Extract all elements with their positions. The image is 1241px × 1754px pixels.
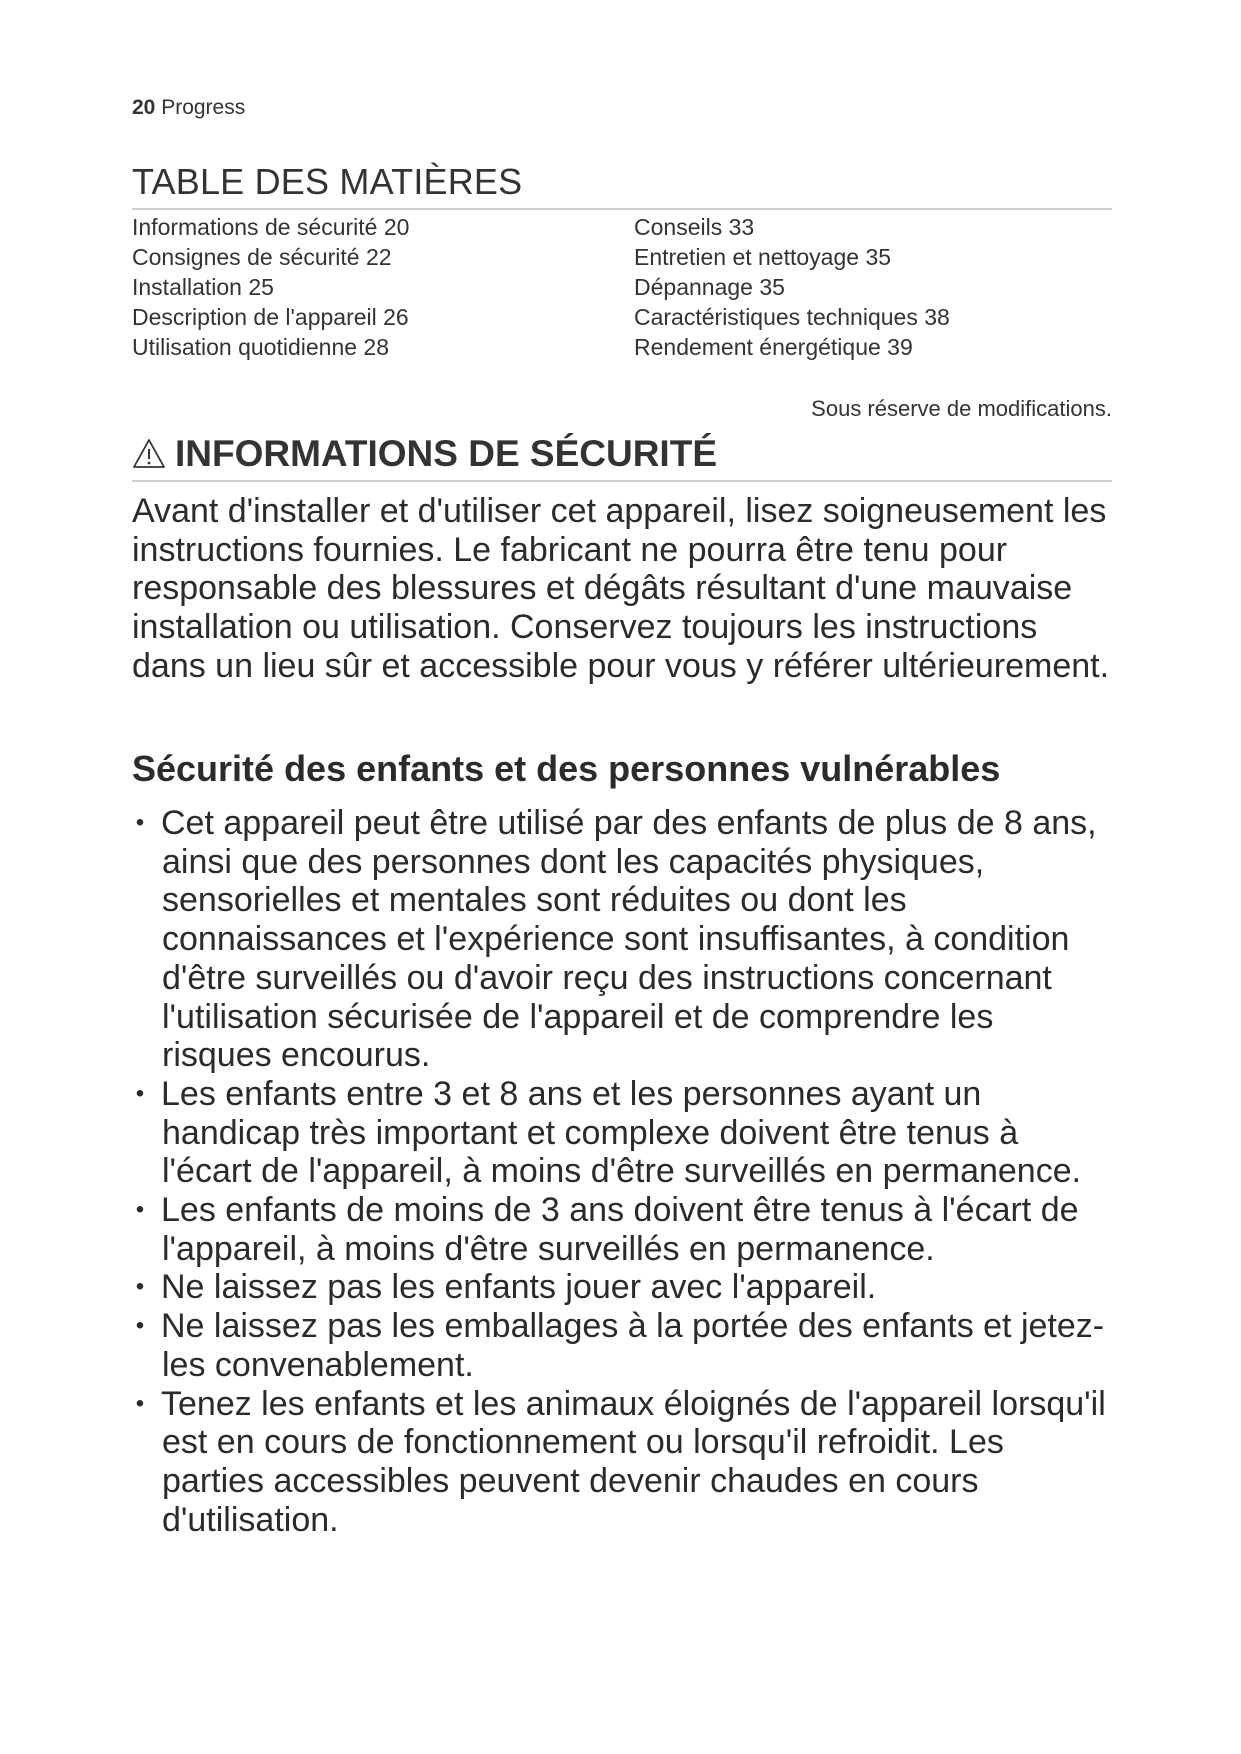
toc-title: TABLE DES MATIÈRES: [132, 161, 523, 202]
list-item-text: Ne laissez pas les emballages à la portée des enfants et jetez-les convenablement.: [161, 1307, 1105, 1384]
toc-entry[interactable]: Informations de sécurité 20: [132, 214, 410, 240]
revision-note: Sous réserve de modifications.: [811, 396, 1112, 421]
toc-entry[interactable]: Conseils 33: [634, 214, 755, 240]
list-item-text: Les enfants entre 3 et 8 ans et les personnes ayant un handicap très important et complexe doivent être tenus à l'écart de l'appareil, à moins d'être surveillés en permanence.: [161, 1074, 1082, 1191]
subsection-title: Sécurité des enfants et des personnes vulnérables: [132, 748, 1001, 789]
list-item: [132, 1268, 1112, 1307]
toc-entry[interactable]: Description de l'appareil 26: [132, 304, 409, 330]
list-item: [132, 1075, 1112, 1191]
toc-divider: [132, 208, 1112, 210]
toc-column-left: [132, 212, 409, 362]
toc-entry[interactable]: Utilisation quotidienne 28: [132, 334, 390, 360]
toc-entry[interactable]: Installation 25: [132, 274, 274, 300]
intro-paragraph: Avant d'installer et d'utiliser cet appareil, lisez soigneusement les instructions fournies. Le fabricant ne pourra être tenu pour responsable des blessures et dégâts résultant d'une mauvaise installation ou utilisation. Conservez toujours les instructions dans un lieu sûr et accessible pour vous y référer ultérieurement.: [132, 492, 1110, 685]
bullet-dot: •: [135, 1273, 145, 1301]
toc-entry[interactable]: Rendement énergétique 39: [634, 334, 913, 360]
bullet-dot: •: [135, 1312, 145, 1340]
list-item: [132, 1307, 1112, 1384]
list-item: [132, 804, 1112, 1075]
list-item-text: Cet appareil peut être utilisé par des enfants de plus de 8 ans, ainsi que des personnes dont les capacités physiques, sensorielles et mentales sont réduites ou dont les connaissances et l'expérience sont insuffisantes, à condition d'être surveillés ou d'avoir reçu des instructions concernant l'utilisation sécurisée de l'appareil et de comprendre les risques encourus.: [161, 804, 1097, 1075]
page-number: 20: [132, 96, 156, 119]
toc-entry[interactable]: Consignes de sécurité 22: [132, 244, 392, 270]
bullet-dot: •: [135, 1389, 145, 1417]
toc-column-right: [634, 212, 950, 362]
section-title-text: INFORMATIONS DE SÉCURITÉ: [175, 433, 717, 474]
bullet-dot: •: [135, 1196, 145, 1224]
toc-entry[interactable]: Caractéristiques techniques 38: [634, 304, 950, 330]
bullet-dot: •: [135, 809, 145, 836]
toc-entry[interactable]: Dépannage 35: [634, 274, 785, 300]
warning-triangle-icon: [132, 438, 166, 470]
list-item-text: Ne laissez pas les enfants jouer avec l'appareil.: [161, 1268, 877, 1307]
running-header: [132, 96, 245, 120]
brand-name: Progress: [161, 96, 246, 119]
list-item-text: Les enfants de moins de 3 ans doivent être tenus à l'écart de l'appareil, à moins d'être surveillés en permanence.: [161, 1191, 1079, 1268]
section-title: [132, 433, 717, 475]
list-item: [132, 1191, 1112, 1268]
section-divider: [132, 480, 1112, 482]
toc-entry[interactable]: Entretien et nettoyage 35: [634, 244, 892, 270]
safety-bullet-list: [132, 804, 1112, 1539]
bullet-dot: •: [135, 1079, 145, 1107]
list-item: [132, 1385, 1112, 1540]
list-item-text: Tenez les enfants et les animaux éloignés de l'appareil lorsqu'il est en cours de fonctionnement ou lorsqu'il refroidit. Les parties accessibles peuvent devenir chaudes en cours d'utilisation.: [161, 1384, 1106, 1539]
